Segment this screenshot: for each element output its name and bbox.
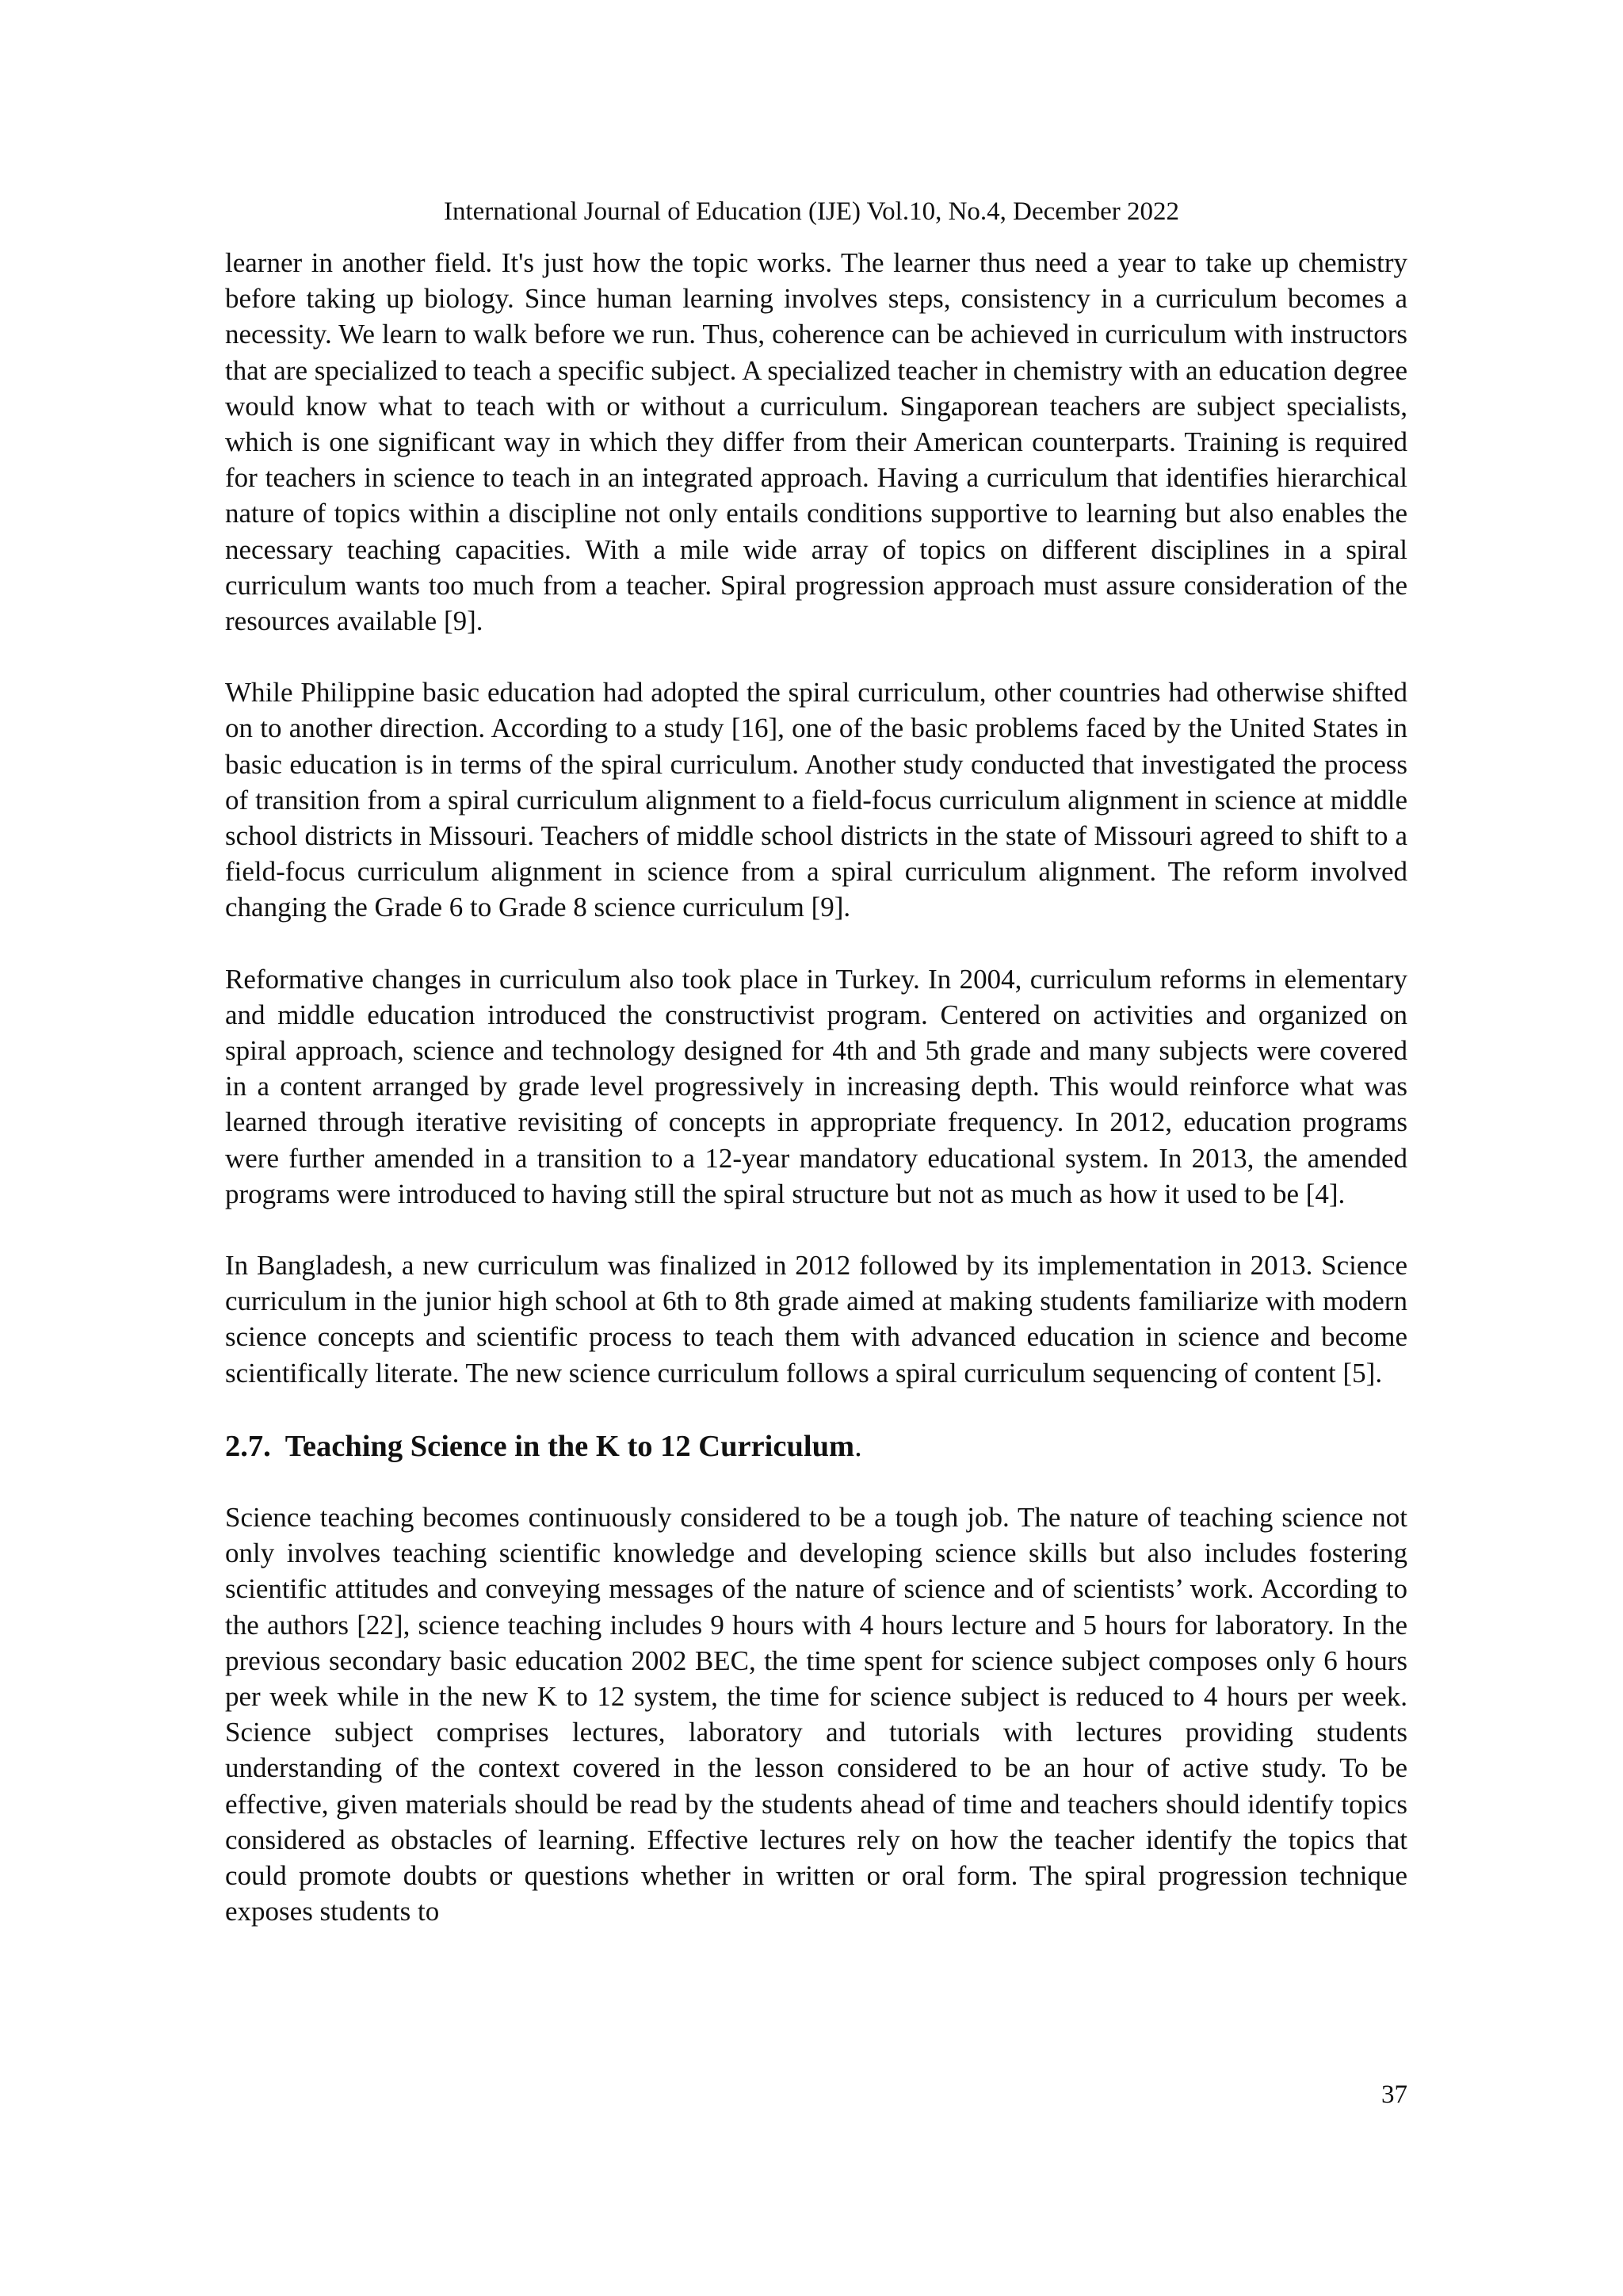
section-heading	[225, 1427, 1407, 1466]
page-number: 37	[1381, 2080, 1407, 2109]
section-title: Teaching Science in the K to 12 Curriculum	[285, 1429, 855, 1463]
paragraph-turkey-reforms: Reformative changes in curriculum also took place in Turkey. In 2004, curriculum reforms in elementary and middle education introduced the constructivist program. Centered on activities and organized on spiral approach, science and technology designed for 4th and 5th grade and many subjects were covered in a content arranged by grade level progressively in increasing depth. This would reinforce what was learned through iterative revisiting of concepts in appropriate frequency. In 2012, education programs were further amended in a transition to a 12-year mandatory educational system. In 2013, the amended programs were introduced to having still the spiral structure but not as much as how it used to be [4].	[225, 963, 1407, 1209]
section-title-period: .	[854, 1429, 862, 1463]
section-number: 2.7.	[225, 1429, 271, 1463]
paragraph-philippines-vs-other-countries: While Philippine basic education had adopted the spiral curriculum, other countries had otherwise shifted on to another direction. According to a study [16], one of the basic problems faced by the United States in basic education is in terms of the spiral curriculum. Another study conducted that investigated the process of transition from a spiral curriculum alignment to a field-focus curriculum alignment in science at middle school districts in Missouri. Teachers of middle school districts in the state of Missouri agreed to shift to a field-focus curriculum alignment in science from a spiral curriculum alignment. The reform involved changing the Grade 6 to Grade 8 science curriculum [9].	[225, 677, 1407, 923]
paragraph-subject-specialists: learner in another field. It's just how the topic works. The learner thus need a year to take up chemistry before taking up biology. Since human learning involves steps, consistency in a curriculum becomes a necessity. We learn to walk before we run. Thus, coherence can be achieved in curriculum with instructors that are specialized to teach a specific subject. A specialized teacher in chemistry with an education degree would know what to teach with or without a curriculum. Singaporean teachers are subject specialists, which is one significant way in which they differ from their American counterparts. Training is required for teachers in science to teach in an integrated approach. Having a curriculum that identifies hierarchical nature of topics within a discipline not only entails conditions supportive to learning but also enables the necessary teaching capacities. With a mile wide array of topics on different disciplines in a spiral curriculum wants too much from a teacher. Spiral progression approach must assure consideration of the resources available [9].	[225, 247, 1407, 637]
running-header: International Journal of Education (IJE) Vol.10, No.4, December 2022	[443, 197, 1180, 226]
body-text	[225, 245, 1407, 1929]
paragraph-bangladesh-curriculum: In Bangladesh, a new curriculum was finalized in 2012 followed by its implementation in 2013. Science curriculum in the junior high school at 6th to 8th grade aimed at making students familiarize with modern science concepts and scientific process to teach them with advanced education in science and become scientifically literate. The new science curriculum follows a spiral curriculum sequencing of content [5].	[225, 1250, 1407, 1389]
paragraph-teaching-science: Science teaching becomes continuously considered to be a tough job. The nature of teaching science not only involves teaching scientific knowledge and developing science skills but also includes fostering scientific attitudes and conveying messages of the nature of science and of scientists’ work. According to the authors [22], science teaching includes 9 hours with 4 hours lecture and 5 hours for laboratory. In the previous secondary basic education 2002 BEC, the time spent for science subject composes only 6 hours per week while in the new K to 12 system, the time for science subject is reduced to 4 hours per week. Science subject comprises lectures, laboratory and tutorials with lectures providing students understanding of the context covered in the lesson considered to be an hour of active study. To be effective, given materials should be read by the students ahead of time and teachers should identify topics considered as obstacles of learning. Effective lectures rely on how the teacher identify the topics that could promote doubts or questions whether in written or oral form. The spiral progression technique exposes students to	[225, 1501, 1407, 1927]
